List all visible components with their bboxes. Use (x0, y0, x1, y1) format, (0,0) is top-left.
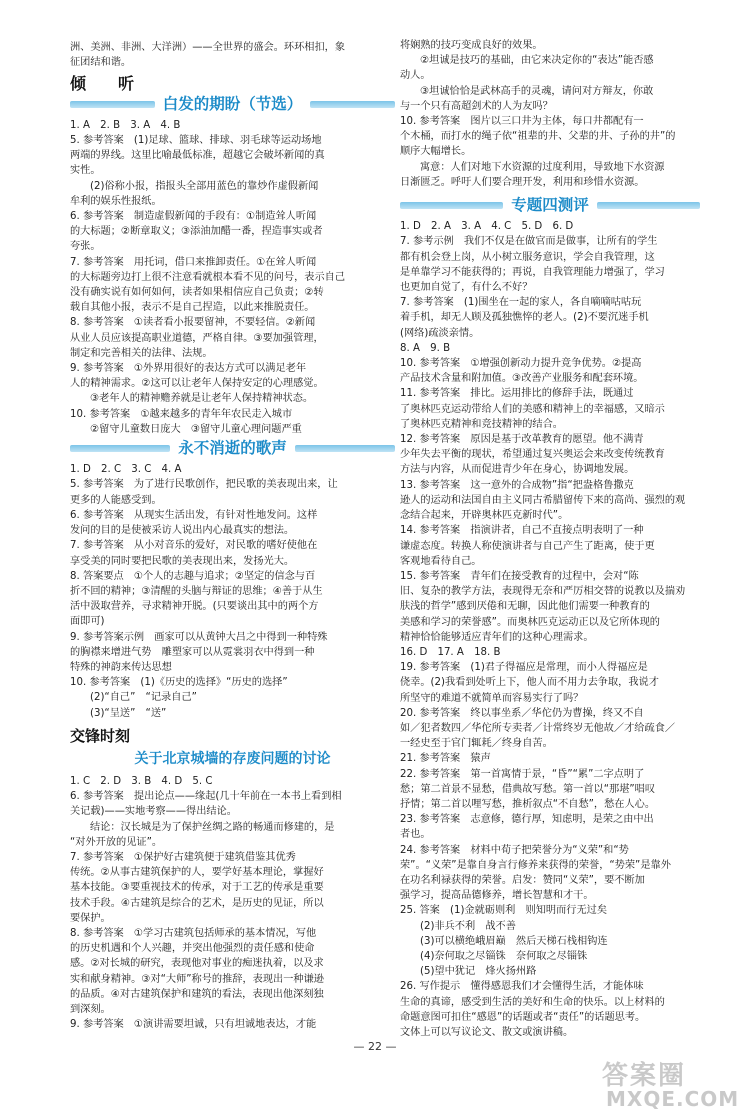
answer-line: 人的精神需求。②这可以让老年人保持安定的心理感觉。 (70, 378, 324, 390)
answer-line: 侥幸。(2)我看到处听上下，他人而不用力去争取，我说才 (400, 677, 659, 689)
section-heading-listen: 倾 听 (70, 74, 143, 94)
answer-line: ③老年人的精神赡养就是让老年人保持精神状态。 (90, 393, 314, 405)
answer-line: 9. 参考答案 ①外界用很好的表达方式可以满足老年 (70, 363, 307, 375)
answer-line: (2)俗称小报，指报头全部用蓝色的靠炒作虚假新闻 (90, 180, 319, 192)
answer-line: 牟利的娱乐性报纸。 (70, 195, 162, 207)
answer-line: 征团结和谐。 (70, 57, 132, 69)
answer-line: 谦虚态度。转换人称使演讲者与自己产生了距离，使于更 (400, 540, 655, 552)
answer-line: 都有机会登上岗，从小树立服务意识，学会自我管理，这 (400, 251, 655, 263)
answer-line: 5. 参考答案 为了进行民歌创作，把民歌的美表现出来，让 (70, 479, 338, 491)
answer-line: 夸张。 (70, 241, 101, 253)
answer-line: 10. 参考答案 (1)《历史的选择》“历史的选择” (70, 677, 288, 689)
title-decor-bar (295, 445, 395, 452)
answer-line: 1. D 2. A 3. A 4. C 5. D 6. D (400, 221, 574, 233)
article-title-white-hair: 白发的期盼（节选） (162, 94, 303, 113)
answer-line: 命题意图可扣住“感恩”的话题或者“责任”的话题思考。 (400, 1011, 646, 1023)
answer-line: 活中汲取营养，寻求精神开脱。(只要谈出其中的两个方 (70, 601, 319, 613)
answer-line: 实和献身精神。③对“大师”称号的推辞，表现出一种谦逊 (70, 973, 324, 985)
answer-line: 享受美的同时要把民歌的美表现出来，发扬光大。 (70, 555, 295, 567)
answer-line: (4)奈何取之尽锱铢 奈何取之尽锱铢 (420, 950, 588, 962)
answer-line: (3)“呈送” “送” (90, 707, 167, 719)
answer-line: 7. 参考答案 ①保护好古建筑便于建筑借鉴其优秀 (70, 851, 296, 863)
answer-line: 7. 参考答案 (1)围坐在一起的家人，各自嘀嘀咕咕玩 (400, 297, 642, 309)
answer-line: 13. 参考答案 这一意外的合成物”指“把盎格鲁撒克 (400, 479, 634, 491)
left-column (70, 40, 395, 1032)
answer-line: 19. 参考答案 (1)君子得福应是常理，而小人得福应是 (400, 662, 648, 674)
answer-line: 载自其他小报，表示不是自己捏造，以此来推脱责任。 (70, 302, 315, 314)
answer-line: 26. 写作提示 懂得感恩我们才会懂得生活，才能体味 (400, 981, 644, 993)
answer-line: 精神恰恰能够适应青年们的这种心理需求。 (400, 631, 594, 643)
answer-line: 要保护。 (70, 912, 111, 924)
watermark-text-top: 答案圈 (602, 1061, 687, 1091)
answer-line: (5)望中犹记 烽火扬州路 (420, 966, 537, 978)
answer-line: 抒情；第二首以哩写愁，推析叙点“不自愁”，愁在人心。 (400, 798, 656, 810)
answer-line: ②坦诚是技巧的基础，由它来决定你的“表达”能否感 (420, 55, 654, 67)
title-decor-bar (70, 445, 170, 452)
answer-line: 7. 参考答案 用托词，借口来推卸责任。①在耸人听闻 (70, 256, 317, 268)
section-title-row (400, 198, 700, 213)
answer-line: 客观地看待自己。 (400, 555, 482, 567)
answer-line: 文体上可以写议论文、散文或演讲稿。 (400, 1027, 574, 1038)
answer-line: 12. 参考答案 原因是基于改革教育的愿望。他不满青 (400, 434, 644, 446)
answer-line: 从业人员应该提高职业道德，严格自律。③要加强管理， (70, 332, 324, 344)
answer-line: 10. 参考答案 ①增强创新动力提升竞争优势。②提高 (400, 358, 642, 370)
watermark-logo (592, 1055, 742, 1113)
answer-line: 6. 参考答案 从现实生活出发，有针对性地发问。这样 (70, 509, 318, 521)
section-title-row (70, 94, 395, 113)
answer-line: 9. 参考答案示例 画家可以从黄钟大吕之中得到一种特殊 (70, 631, 328, 643)
answer-line: 旧、复杂的教学方法，表现得无奈和严厉相交替的说教以及揣劝 (400, 586, 686, 598)
answer-line: 14. 参考答案 指演讲者，自己不直接点明表明了一种 (400, 525, 644, 537)
answer-line: 结论：汉长城是为了保护丝绸之路的畅通而修建的，是 (90, 821, 335, 833)
answer-line: 者也。 (400, 829, 431, 841)
answers-topic-four (400, 219, 700, 1040)
answer-line: 的胸襟来增进气势 雕塑家可以从霓裳羽衣中得到一种 (70, 646, 315, 658)
answer-line: 6. 参考答案 制造虚假新闻的手段有：①制造耸人听闻 (70, 211, 317, 223)
answer-line: 的大标题旁边打上很不注意看就根本看不见的问号，表示自己 (70, 271, 346, 283)
answer-line: 8. 参考答案 ①学习古建筑包括师承的基本情况，写他 (70, 927, 317, 939)
answer-line: 实性。 (70, 165, 101, 177)
intro-text (70, 40, 395, 70)
answer-line: 的大标题；②断章取义；③添油加醋一番，捏造事实或者 (70, 226, 323, 238)
watermark-text-bottom: MXQE.COM (606, 1087, 740, 1111)
answer-line: 是单靠学习不能获得的；再说，自我管理能力增强了，学习 (400, 266, 665, 278)
answer-line: 更多的人能感受到。 (70, 494, 162, 506)
answer-line: 念结合起来，开辟奥林匹克新时代”。 (400, 510, 569, 522)
answer-line: 传统。②从事古建筑保护的人，要学好基本理论，掌握好 (70, 867, 324, 879)
test-title-topic-four: 专题四测评 (511, 196, 589, 215)
answer-line: 6. 参考答案 提出论点——缘起(几十年前在一本书上看到相 (70, 791, 342, 803)
article-title-city-wall: 关于北京城墙的存废问题的讨论 (134, 750, 331, 767)
section-heading-debate: 交锋时刻 (70, 726, 131, 745)
answer-line: 没有确实说有如何如何，读者如果相信应自己负责；②转 (70, 287, 324, 299)
answer-line: 11. 参考答案 排比。运用排比的修辞手法，既通过 (400, 388, 634, 400)
answer-line: 20. 参考答案 终以事坐系／华佗仍为曹操，终又不自 (400, 707, 644, 719)
answer-line: 1. D 2. C 3. C 4. A (70, 464, 182, 476)
answer-line: 技术手段。④古建筑是综合的艺术，是历史的见证，所以 (70, 897, 324, 909)
answer-line: 洲、美洲、非洲、大洋洲）——全世界的盛会。环环相扣，象 (70, 42, 346, 53)
answers-continued (400, 38, 700, 190)
answer-line: 面即可) (70, 616, 105, 628)
answer-line: 如／犯者数四／华佗所专卖者／计常终岁无他故／才给疏食／ (400, 722, 676, 734)
answer-line: 1. C 2. D 3. B 4. D 5. C (70, 775, 213, 787)
answer-line: 一经史至于官门辄耗／终身自苦。 (400, 738, 553, 750)
answer-line: 9. 参考答案 ①演讲需要坦诚，只有坦诚地表达，才能 (70, 1019, 317, 1031)
right-column (400, 38, 700, 1040)
answer-line: 10. 参考答案 图片以三口井为主体，每口井都配有一 (400, 116, 644, 128)
answer-line: 在功名利禄获得的荣誉。启发：赞同“义荣”，要不断加 (400, 874, 645, 886)
answers-song (70, 462, 395, 720)
answer-line: 将娴熟的技巧变成良好的效果。 (400, 40, 543, 51)
answer-line: (3)可以横绝峨眉巅 然后天梯石栈相钩连 (420, 935, 608, 947)
answer-line: 少年失去平衡的现状，希望通过复兴奥运会来改变传统教育 (400, 449, 665, 461)
answer-line: 发问的目的是使被采访人说出内心最真实的想法。 (70, 525, 295, 537)
answer-line: 方法与内容，从而促进青少年在身心，协调地发展。 (400, 464, 635, 476)
title-decor-bar (70, 101, 155, 108)
answer-line: 逊人的运动和法国自由主义同古希腊留传下来的高尚、强烈的观 (400, 494, 686, 506)
answer-line: 动人。 (400, 70, 431, 82)
answer-line: 的品质。④对古建筑保护和建筑的看法，表现出他深刻独 (70, 988, 324, 1000)
answer-line: 寓意：人们对地下水资源的过度利用，导致地下水资源 (420, 161, 665, 173)
page-number: — 22 — (353, 1040, 397, 1053)
answer-line: 着手机，却无人顾及孤独憔悴的老人。(2)不要沉迷手机 (400, 312, 649, 324)
answer-line: 25. 答案 (1)金就砺则利 则知明而行无过矣 (400, 905, 608, 917)
answer-line: 关记载)——实地考察——得出结论。 (70, 806, 237, 818)
answer-line: 16. D 17. A 18. B (400, 646, 501, 658)
answer-line: 21. 参考答案 猿声 (400, 753, 491, 765)
answer-line: (2)非兵不利 战不善 (420, 920, 516, 932)
answer-line: 5. 参考答案 (1)足球、篮球、排球、羽毛球等运动场地 (70, 135, 322, 147)
answer-line: 顺序大幅增长。 (400, 146, 472, 158)
article-title-song: 永不消逝的歌声 (178, 439, 287, 458)
title-decor-bar (597, 202, 700, 209)
answer-line: 与一个只有高超剑术的人为友吗？ (400, 100, 553, 112)
answer-line: 日渐匮乏。呼吁人们要合理开发，利用和珍惜水资源。 (400, 176, 645, 188)
answer-line: 两端的界线。这里比喻最低标准，超越它会破坏新闻的真 (70, 150, 325, 162)
answer-line: 了奥林匹克精神和竞技精神的结合。 (400, 418, 563, 430)
title-decor-bar (310, 101, 395, 108)
answer-line: 8. 答案要点 ①个人的志趣与追求；②坚定的信念与百 (70, 570, 316, 582)
answer-line: 感。②对长城的研究，表现他对事业的痴迷执着，以及求 (70, 958, 324, 970)
answer-line: ③坦诚恰恰是武林高手的灵魂，请问对方辩友，你敢 (420, 85, 654, 97)
answer-line: 制定和完善相关的法律、法规。 (70, 347, 213, 359)
answer-line: 8. A 9. B (400, 342, 451, 354)
answer-line: 愁；第二首景不显愁，借典故写愁。第一首以“那堪”唱叹 (400, 783, 656, 795)
answer-line: 10. 参考答案 ①越来越多的青年年农民走入城市 (70, 408, 303, 420)
answer-line: 肤浅的哲学”感到厌倦和无聊，因此他们需要一种教育的 (400, 601, 650, 613)
answer-line: “对外开放的见证”。 (70, 836, 163, 848)
answer-line: 1. A 2. B 3. A 4. B (70, 119, 181, 131)
answer-line: ②留守儿童数日庞大 ③留守儿童心理问题严重 (90, 423, 302, 435)
answer-line: 22. 参考答案 第一首寓情于景，“昏”“累”二字点明了 (400, 768, 645, 780)
answer-line: 产品技术含量和附加值。③改善产业服务和配套环境。 (400, 373, 644, 385)
answer-line: 8. 参考答案 ①读者看小报要留神，不要轻信。②新闻 (70, 317, 316, 329)
answer-line: 了奥林匹克运动带给人们的美感和精神上的幸福感，又暗示 (400, 403, 665, 415)
title-decor-bar (400, 202, 503, 209)
answers-white-hair (70, 118, 395, 437)
answer-line: 基本技能。③要重视技术的传承，对于工艺的传承是重要 (70, 882, 324, 894)
answer-line: 的历史机遇和个人兴趣，并突出他强烈的责任感和使命 (70, 943, 315, 955)
answer-line: 15. 参考答案 青年们在接受教育的过程中，会对“陈 (400, 570, 639, 582)
answer-line: 荣”。“义荣”是靠自身言行修养来获得的荣誉，“势荣”是靠外 (400, 859, 671, 871)
answer-line: (网络)疏淡亲情。 (400, 327, 480, 339)
answer-line: 强学习，提高品德修养，增长智慧和才干。 (400, 890, 594, 902)
answer-line: 23. 参考答案 志意修，德行厚，知虑明，是荣之由中出 (400, 814, 654, 826)
section-title-row (70, 441, 395, 456)
answers-city-wall (70, 774, 395, 1032)
answer-line: 24. 参考答案 材料中荀子把荣誉分为“义荣”和“势 (400, 844, 629, 856)
answer-line: 个木桶，而打水的绳子依“祖辈的井、父辈的井、子孙的井”的 (400, 131, 676, 143)
answer-line: (2)“自己” “记录自己” (90, 692, 197, 704)
answer-line: 也更加自觉了，有什么不好？ (400, 282, 533, 294)
answer-line: 到深刻。 (70, 1003, 111, 1015)
answer-line: 折不回的精神；③清醒的头脑与辩证的思维；④善于从生 (70, 585, 323, 597)
answer-line: 特殊的神韵来传达思想 (70, 661, 172, 673)
answer-line: 7. 参考示例 我们不仅是在做官而是做事，让所有的学生 (400, 236, 658, 248)
answer-line: 生命的真谛，感受到生活的美好和生命的快乐。以上材料的 (400, 996, 665, 1008)
answer-line: 7. 参考答案 从小对音乐的爱好，对民歌的嗜好使他在 (70, 540, 318, 552)
answer-line: 美感和学习的荣誉感”。而奥林匹克运动正以及它所体现的 (400, 616, 660, 628)
answer-line: 所坚守的难道不就简单而容易实行了吗？ (400, 692, 584, 704)
